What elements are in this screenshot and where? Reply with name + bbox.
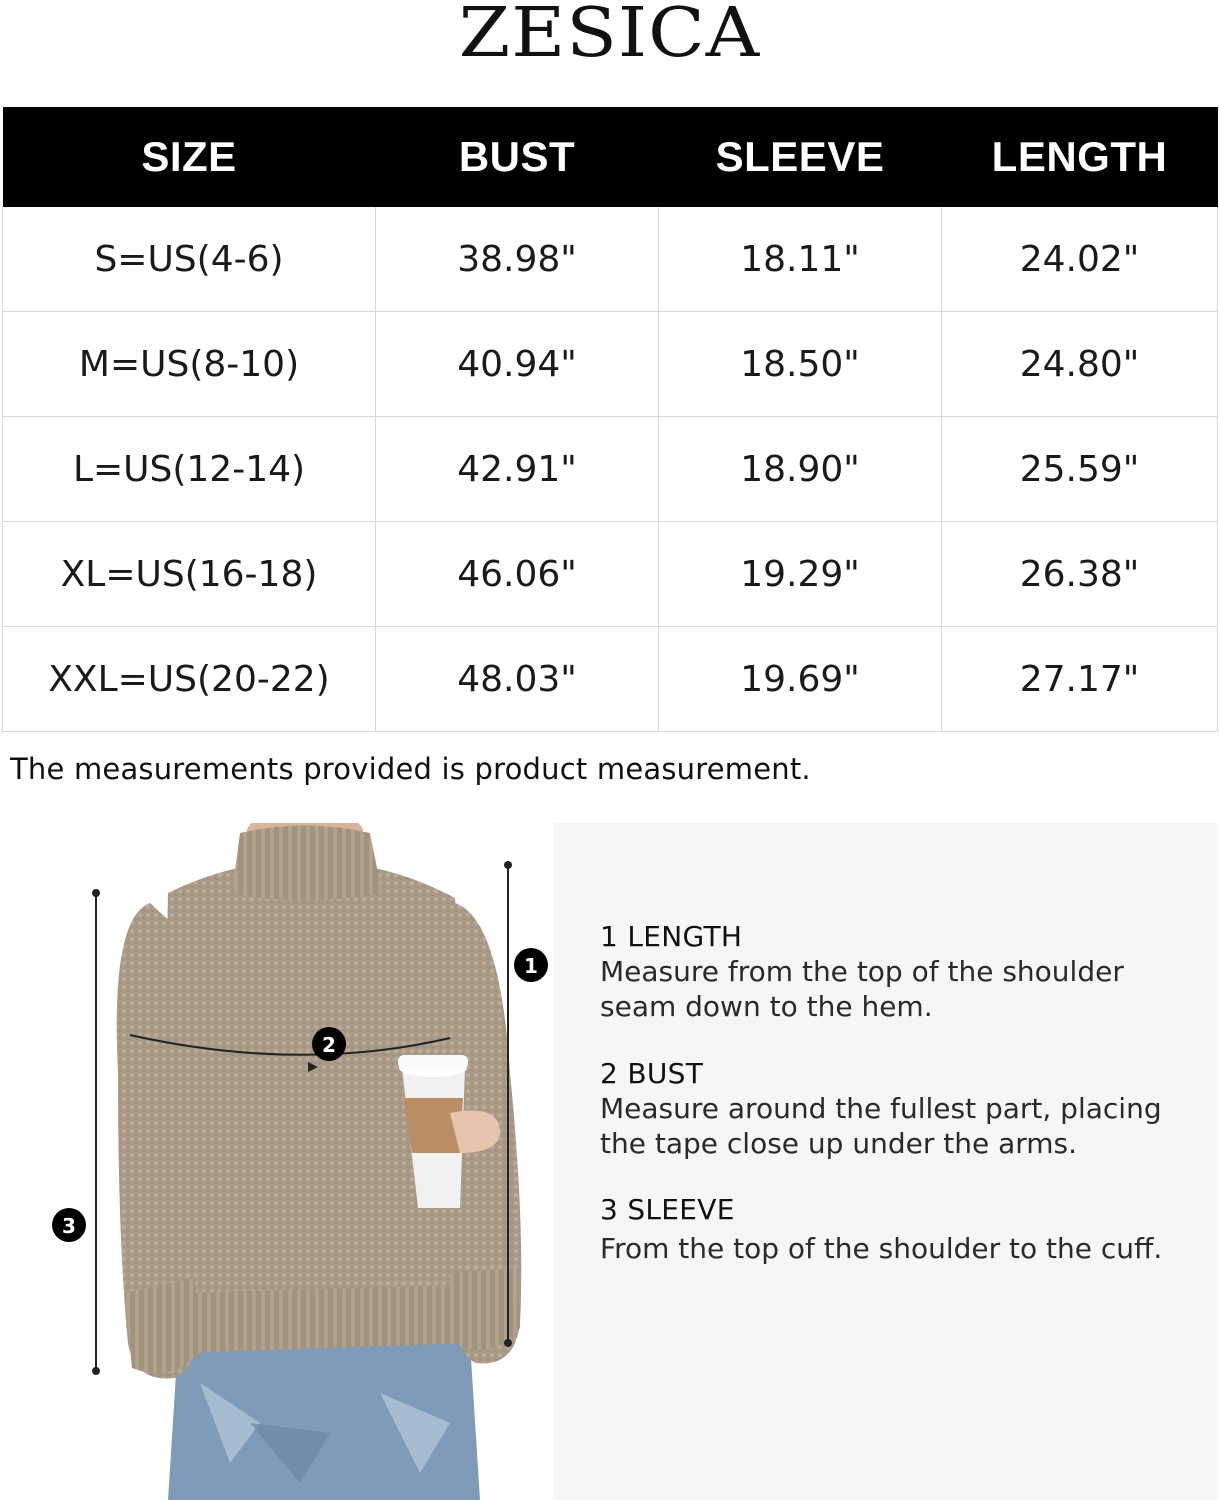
header-length: LENGTH bbox=[942, 107, 1218, 207]
cell-sleeve: 19.29" bbox=[659, 522, 942, 627]
cell-bust: 38.98" bbox=[376, 207, 659, 312]
cell-bust: 42.91" bbox=[376, 417, 659, 522]
header-sleeve: SLEEVE bbox=[659, 107, 942, 207]
cell-length: 25.59" bbox=[942, 417, 1218, 522]
cell-length: 24.02" bbox=[942, 207, 1218, 312]
cell-sleeve: 19.69" bbox=[659, 627, 942, 732]
cell-size: M=US(8-10) bbox=[3, 312, 376, 417]
table-row bbox=[3, 312, 1218, 417]
svg-text:1: 1 bbox=[524, 954, 538, 978]
guide-bust bbox=[600, 1056, 1180, 1161]
brand-logo: ZESICA bbox=[458, 0, 761, 73]
cell-bust: 48.03" bbox=[376, 627, 659, 732]
measurement-note: The measurements provided is product measurement. bbox=[10, 752, 811, 786]
svg-text:2: 2 bbox=[322, 1033, 336, 1057]
guide-sleeve-text: From the top of the shoulder to the cuff. bbox=[600, 1232, 1163, 1265]
cell-size: XL=US(16-18) bbox=[3, 522, 376, 627]
table-header-row bbox=[3, 107, 1218, 207]
guide-bust-title: 2 BUST bbox=[600, 1057, 704, 1090]
cell-length: 27.17" bbox=[942, 627, 1218, 732]
marker-1-badge bbox=[514, 948, 548, 982]
table-row bbox=[3, 417, 1218, 522]
cell-size: XXL=US(20-22) bbox=[3, 627, 376, 732]
guide-length-text: Measure from the top of the shoulder seam down to the hem. bbox=[600, 955, 1124, 1023]
guide-sleeve bbox=[600, 1192, 1180, 1266]
guide-sleeve-title: 3 SLEEVE bbox=[600, 1193, 735, 1226]
cell-sleeve: 18.90" bbox=[659, 417, 942, 522]
table-row bbox=[3, 627, 1218, 732]
header-size: SIZE bbox=[3, 107, 376, 207]
cell-bust: 40.94" bbox=[376, 312, 659, 417]
sweater-illustration bbox=[0, 823, 553, 1500]
sweater-photo bbox=[0, 823, 553, 1500]
sweater-hem bbox=[175, 1285, 472, 1353]
size-chart-table bbox=[2, 107, 1218, 732]
svg-text:3: 3 bbox=[62, 1214, 76, 1238]
marker-3-badge bbox=[52, 1208, 86, 1242]
measurement-guide-panel bbox=[553, 823, 1217, 1500]
cell-size: L=US(12-14) bbox=[3, 417, 376, 522]
marker-2-badge bbox=[312, 1027, 346, 1061]
guide-length bbox=[600, 919, 1160, 1024]
header-bust: BUST bbox=[376, 107, 659, 207]
table-row bbox=[3, 207, 1218, 312]
cell-sleeve: 18.50" bbox=[659, 312, 942, 417]
guide-bust-text: Measure around the fullest part, placing the tape close up under the arms. bbox=[600, 1092, 1162, 1160]
guide-length-title: 1 LENGTH bbox=[600, 920, 743, 953]
turtleneck-collar bbox=[232, 826, 382, 901]
cell-sleeve: 18.11" bbox=[659, 207, 942, 312]
cell-size: S=US(4-6) bbox=[3, 207, 376, 312]
cell-length: 26.38" bbox=[942, 522, 1218, 627]
cell-length: 24.80" bbox=[942, 312, 1218, 417]
table-row bbox=[3, 522, 1218, 627]
cell-bust: 46.06" bbox=[376, 522, 659, 627]
